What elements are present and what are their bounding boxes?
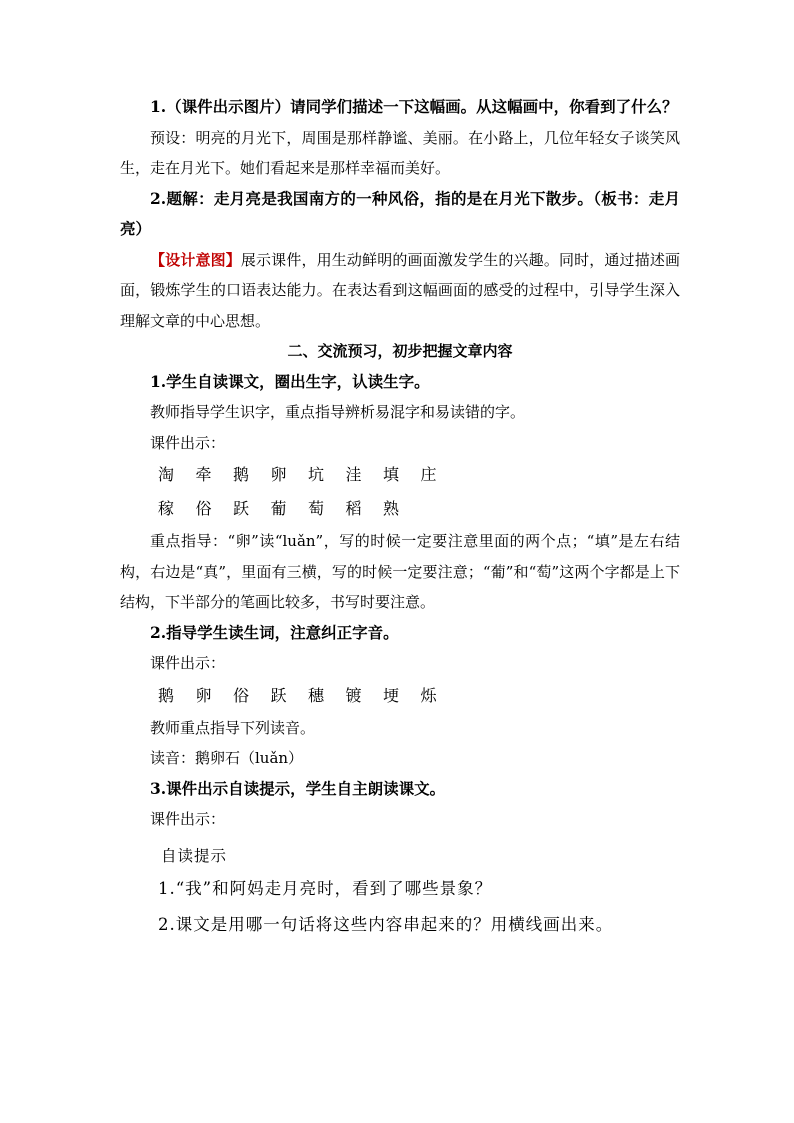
char: 卵 [270,465,287,484]
question-1: 1.（课件出示图片）请同学们描述一下这幅画。从这幅画中，你看到了什么？ [150,97,678,116]
char-row-1 [120,458,680,492]
char: 埂 [383,685,400,705]
char: 稻 [345,499,362,518]
char: 坑 [308,465,325,484]
char: 烁 [420,685,437,705]
char: 穗 [308,685,325,705]
char: 卵 [195,685,212,705]
prompt-item-1: 1.“我”和阿妈走月亮时，看到了哪些景象？ [158,878,493,898]
question-2: 2.题解：走月亮是我国南方的一种风俗，指的是在月光下散步。（板书：走月亮） [120,188,680,238]
step-1: 1.学生自读课文，圈出生字，认读生字。 [150,371,430,391]
prompt-item-2: 2.课文是用哪一句话将这些内容串起来的？用横线画出来。 [158,914,614,934]
step-2: 2.指导学生读生词，注意纠正字音。 [150,622,399,642]
document-page [120,92,680,943]
char: 填 [383,465,400,484]
char: 稼 [158,499,175,518]
step-1-desc: 教师指导学生识字，重点指导辨析易混字和易读错的字。 [150,403,526,421]
char-row-2 [120,492,680,526]
design-intent-tag: 【设计意图】 [150,250,241,269]
char: 俗 [195,499,212,518]
key-point: 重点指导：“卵”读“luǎn”，写的时候一定要注意里面的两个点；“填”是左右结构，右边是“真”，里面有三横，写的时候一定要注意；“葡”和“萄”这两个字都是上下结构，下半部分的笔画比较多，书写时要注意。 [120,532,680,611]
char: 葡 [270,499,287,518]
step-3: 3.课件出示自读提示，学生自主朗读课文。 [150,778,446,798]
char: 跃 [233,499,250,518]
char: 熟 [383,499,400,518]
design-intent [120,245,680,337]
char: 庄 [420,465,437,484]
section-heading: 二、交流预习，初步把握文章内容 [287,342,513,360]
char: 洼 [345,465,362,484]
char: 镀 [345,685,362,705]
teacher-note: 教师重点指导下列读音。 [150,718,316,737]
char: 淘 [158,465,175,484]
courseware-label-3: 课件出示： [150,810,226,828]
reading-note: 读音：鹅卵石（luǎn） [150,749,304,767]
char: 萄 [308,499,325,518]
char: 牵 [195,465,212,484]
char-row-3 [120,679,680,713]
preset-answer: 预设：明亮的月光下，周围是那样静谧、美丽。在小路上，几位年轻女子谈笑风生，走在月光下。她们看起来是那样幸福而美好。 [120,128,680,177]
char: 鹅 [158,685,175,705]
courseware-label: 课件出示： [150,433,226,452]
design-intent-text: 展示课件，用生动鲜明的画面激发学生的兴趣。同时，通过描述画面，锻炼学生的口语表达能力。在表达看到这幅画面的感受的过程中，引导学生深入理解文章的中心思想。 [120,250,680,330]
char: 跃 [270,685,287,705]
char: 俗 [233,685,250,705]
char: 鹅 [233,465,250,484]
prompt-title: 自读提示 [161,846,228,865]
courseware-label-2: 课件出示： [150,654,226,672]
